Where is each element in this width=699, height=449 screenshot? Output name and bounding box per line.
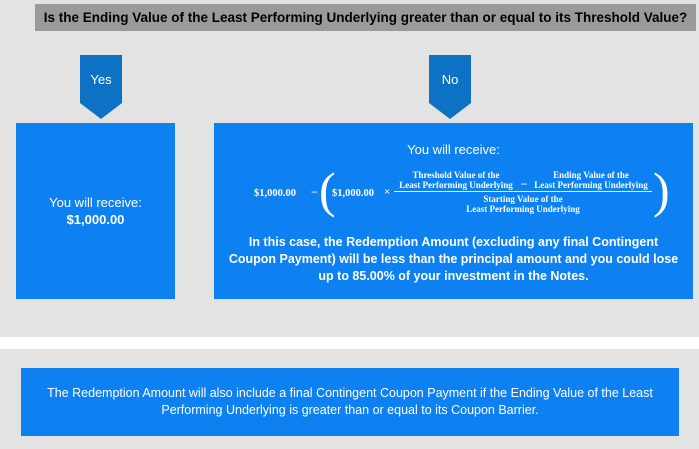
formula-principal: $1,000.00 [254,188,296,199]
footer-note-text: The Redemption Amount will also include a final Contingent Coupon Payment if the Ending Value of the Least Performing Underlying is greater than or equal to its Coupon Barrier. [47,386,653,417]
yes-receive-label: You will receive: [49,195,142,210]
formula-close-paren: ) [653,162,670,218]
numerator-right: Ending Value of the Least Performing Underlying [534,170,648,190]
yes-arrow-body [80,55,122,103]
numerator-left: Threshold Value of the Least Performing Underlying [399,170,513,190]
no-arrow [429,55,471,119]
formula-inner-principal: $1,000.00 [332,188,374,199]
question-banner [35,4,696,31]
redemption-formula [254,162,670,220]
formula-times: × [384,186,391,198]
question-text: Is the Ending Value of the Least Performing Underlying greater than or equal to its Threshold Value? [43,10,688,25]
yes-receive-amount: $1,000.00 [66,212,125,227]
formula-minus: − [311,185,318,199]
no-arrow-tip [429,103,471,119]
no-receive-title: You will receive: [407,142,500,157]
yes-arrow [80,55,122,119]
formula-fraction [394,170,652,220]
yes-arrow-tip [80,103,122,119]
no-arrow-body [429,55,471,103]
no-explanation: In this case, the Redemption Amount (excluding any final Contingent Coupon Payment) will be less than the principal amount and you could lose up to 85.00% of your investment in the Notes. [228,235,679,283]
denominator: Starting Value of the Least Performing Underlying [466,194,580,214]
no-label: No [441,71,459,87]
formula-open-paren: ( [319,162,336,218]
yes-result-box [16,123,175,299]
footer-note-box [21,368,679,436]
no-result-box [214,123,693,299]
yes-label: Yes [90,71,112,87]
fraction-bar [394,191,652,192]
numerator-minus: − [520,177,528,191]
